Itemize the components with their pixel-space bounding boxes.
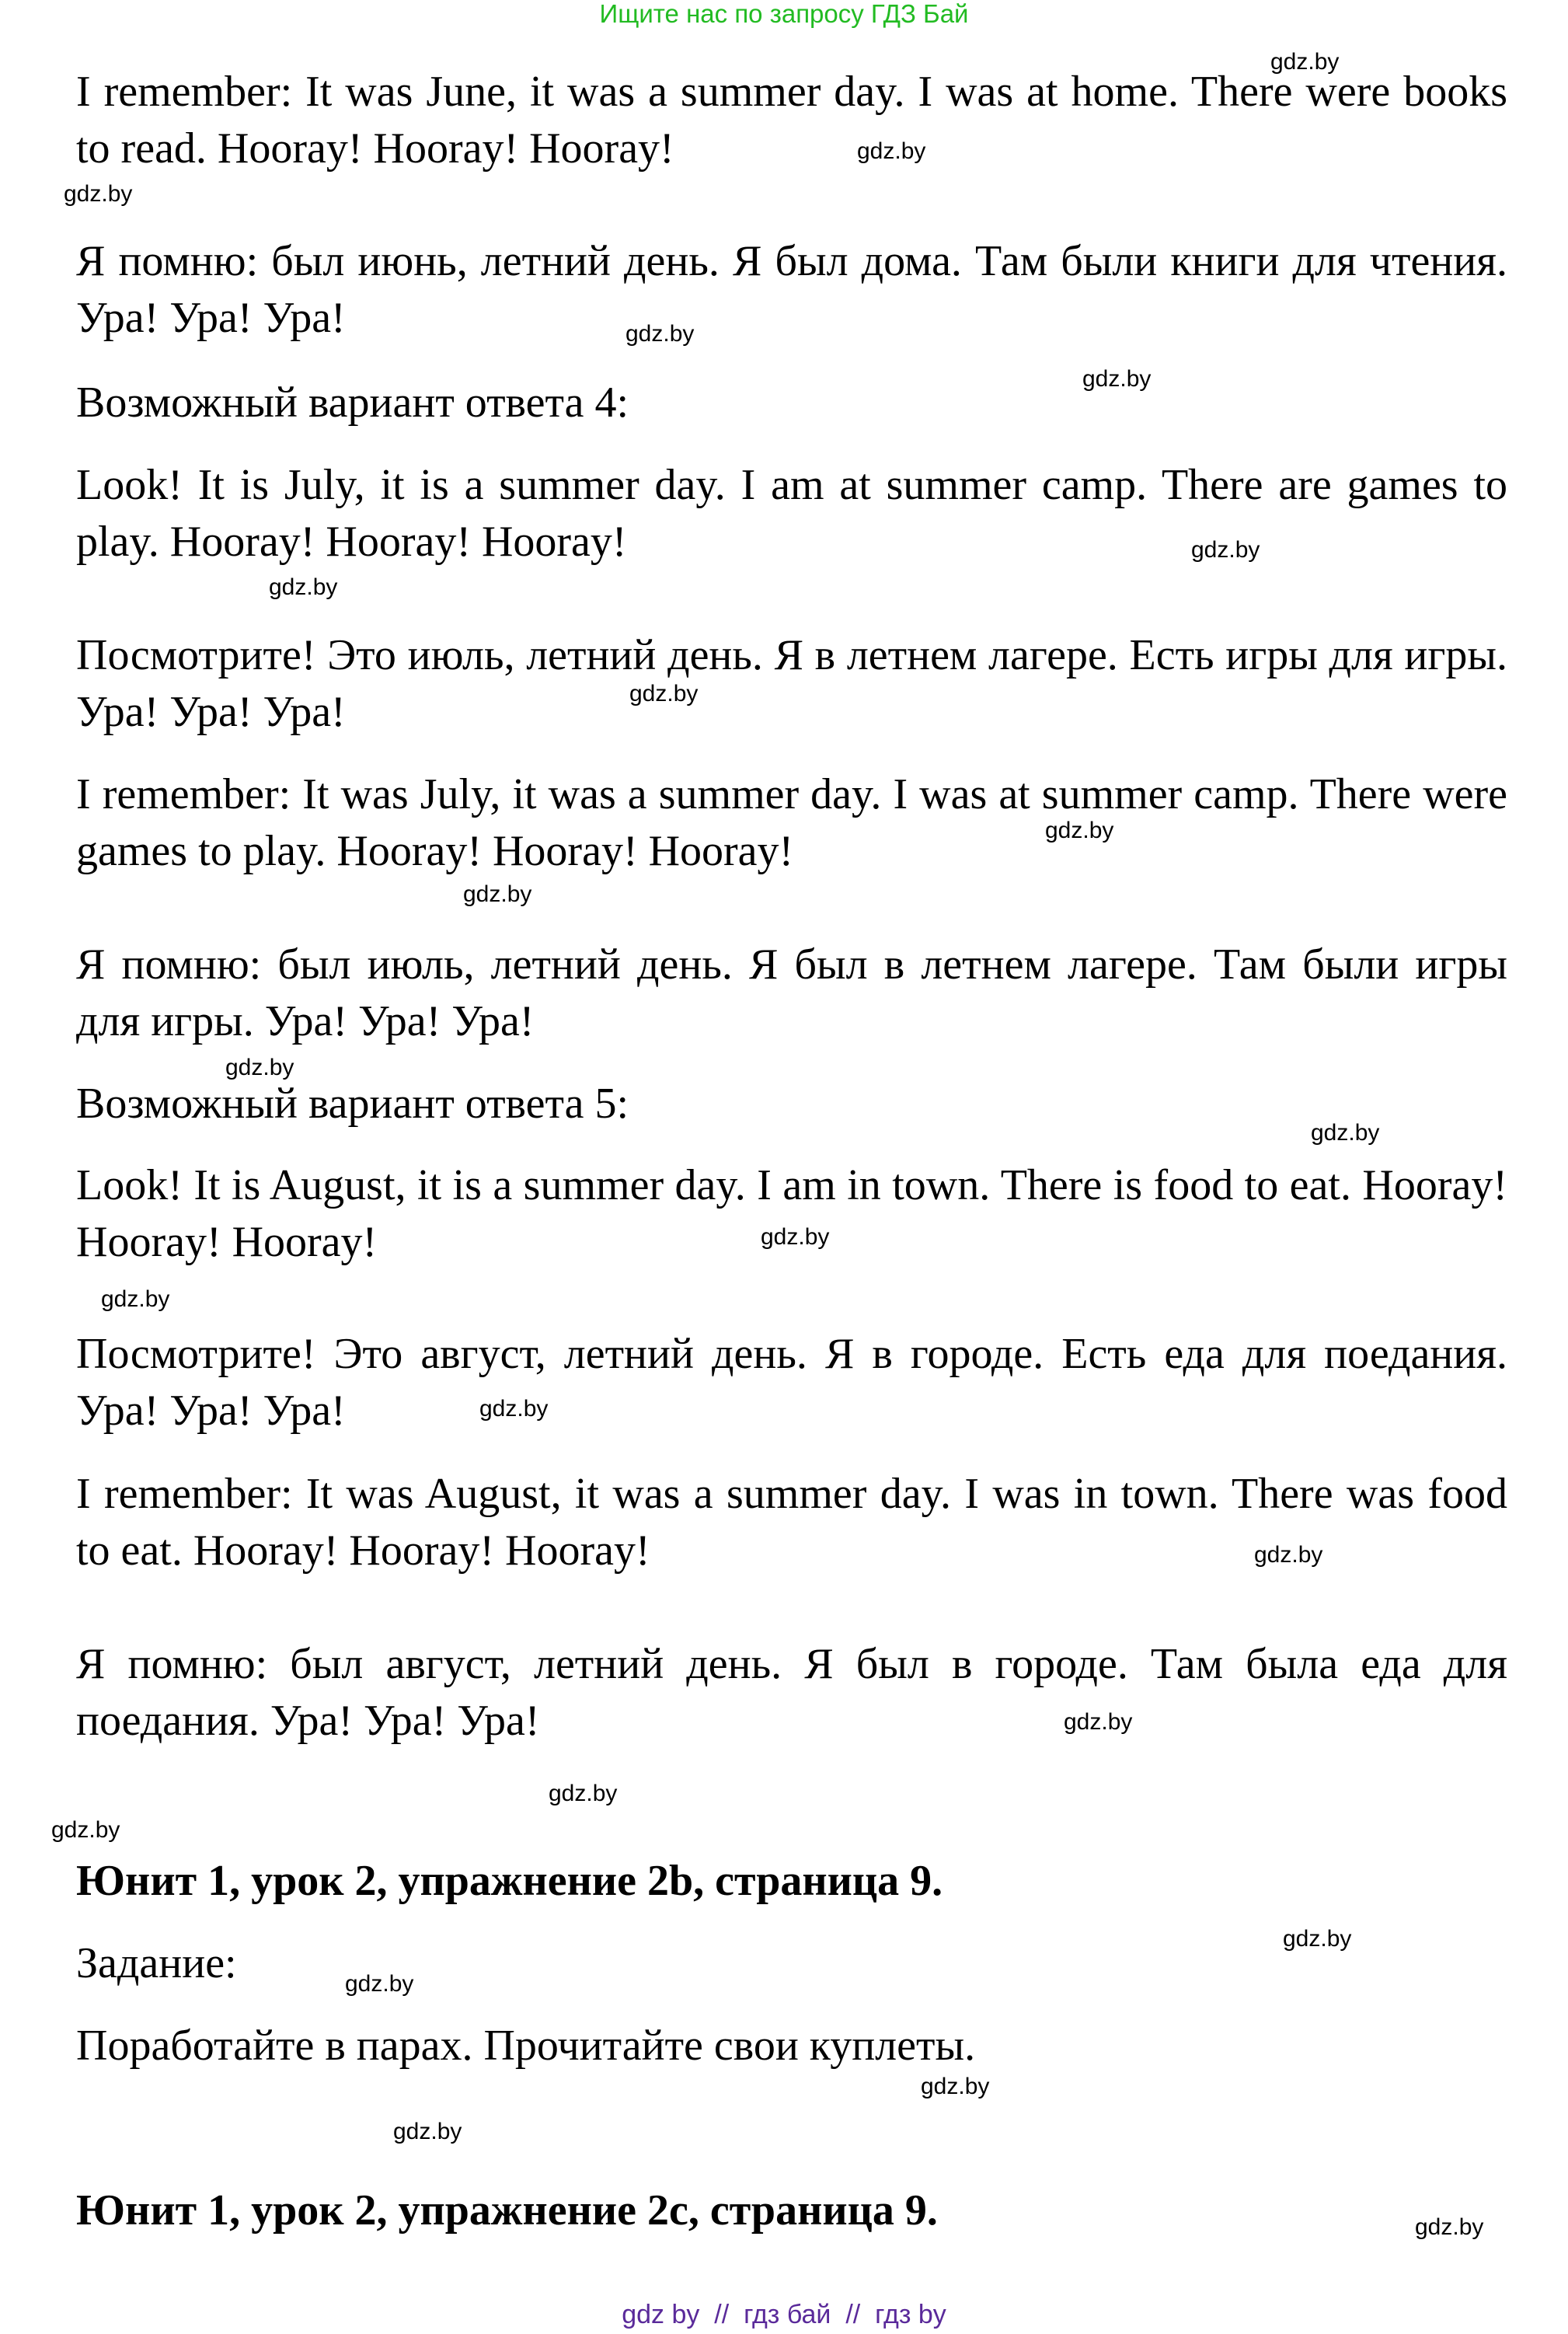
watermark: gdz.by bbox=[625, 321, 695, 347]
watermark: gdz.by bbox=[1311, 1120, 1380, 1146]
watermark: gdz.by bbox=[101, 1286, 170, 1312]
watermark: gdz.by bbox=[549, 1781, 618, 1806]
watermark: gdz.by bbox=[1415, 2214, 1484, 2240]
paragraph-russian-august-present: Посмотрите! Это август, летний день. Я в городе. Есть еда для поедания. Ура! Ура! Ура! bbox=[76, 1330, 1507, 1435]
watermark: gdz.by bbox=[345, 1971, 414, 1997]
task-label: Задание: bbox=[76, 1939, 237, 1987]
paragraph-russian-june: Я помню: был июнь, летний день. Я был дома. Там были книги для чтения. Ура! Ура! Ура! bbox=[76, 237, 1507, 342]
watermark: gdz.by bbox=[1191, 537, 1260, 563]
watermark: gdz.by bbox=[1045, 818, 1114, 843]
watermark: gdz.by bbox=[857, 138, 926, 164]
watermark: gdz.by bbox=[1254, 1542, 1323, 1568]
heading-exercise-2b: Юнит 1, урок 2, упражнение 2b, страница 9. bbox=[76, 1857, 943, 1905]
watermark: gdz.by bbox=[1064, 1709, 1133, 1735]
watermark: gdz.by bbox=[629, 681, 699, 706]
watermark: gdz.by bbox=[225, 1055, 294, 1080]
watermark: gdz.by bbox=[1270, 49, 1340, 75]
watermark: gdz.by bbox=[921, 2074, 990, 2099]
watermark: gdz.by bbox=[479, 1396, 549, 1422]
heading-exercise-2c: Юнит 1, урок 2, упражнение 2c, страница 9. bbox=[76, 2186, 938, 2235]
watermark: gdz.by bbox=[761, 1224, 830, 1250]
top-banner[interactable]: Ищите нас по запросу ГДЗ Бай bbox=[599, 0, 969, 28]
watermark: gdz.by bbox=[463, 881, 532, 907]
paragraph-russian-july-present: Посмотрите! Это июль, летний день. Я в летнем лагере. Есть игры для игры. Ура! Ура! Ура! bbox=[76, 631, 1507, 736]
paragraph-english-june: I remember: It was June, it was a summer day. I was at home. There were books to read. Hooray! Hooray! Hooray! bbox=[76, 68, 1507, 173]
watermark: gdz.by bbox=[1283, 1926, 1352, 1952]
paragraph-russian-august-past: Я помню: был август, летний день. Я был в городе. Там была еда для поедания. Ура! Ура! Ура! bbox=[76, 1640, 1507, 1745]
paragraph-english-july-present: Look! It is July, it is a summer day. I am at summer camp. There are games to play. Hooray! Hooray! Hooray! bbox=[76, 461, 1507, 566]
paragraph-english-august-present: Look! It is August, it is a summer day. I am in town. There is food to eat. Hooray! Hooray! Hooray! bbox=[76, 1161, 1507, 1266]
task-text: Поработайте в парах. Прочитайте свои куплеты. bbox=[76, 2022, 976, 2070]
variant-label-5: Возможный вариант ответа 5: bbox=[76, 1080, 629, 1128]
watermark: gdz.by bbox=[64, 181, 133, 207]
paragraph-english-july-past: I remember: It was July, it was a summer day. I was at summer camp. There were games to play. Hooray! Hooray! Hooray! bbox=[76, 770, 1507, 875]
paragraph-russian-july-past: Я помню: был июль, летний день. Я был в летнем лагере. Там были игры для игры. Ура! Ура! Ура! bbox=[76, 940, 1507, 1045]
footer-links[interactable]: gdz by // гдз бай // гдз by bbox=[622, 2300, 946, 2329]
watermark: gdz.by bbox=[269, 574, 338, 600]
variant-label-4: Возможный вариант ответа 4: bbox=[76, 379, 629, 427]
watermark: gdz.by bbox=[51, 1817, 120, 1843]
watermark: gdz.by bbox=[393, 2119, 462, 2144]
watermark: gdz.by bbox=[1082, 366, 1152, 392]
paragraph-english-august-past: I remember: It was August, it was a summer day. I was in town. There was food to eat. Hooray! Hooray! Hooray! bbox=[76, 1470, 1507, 1575]
